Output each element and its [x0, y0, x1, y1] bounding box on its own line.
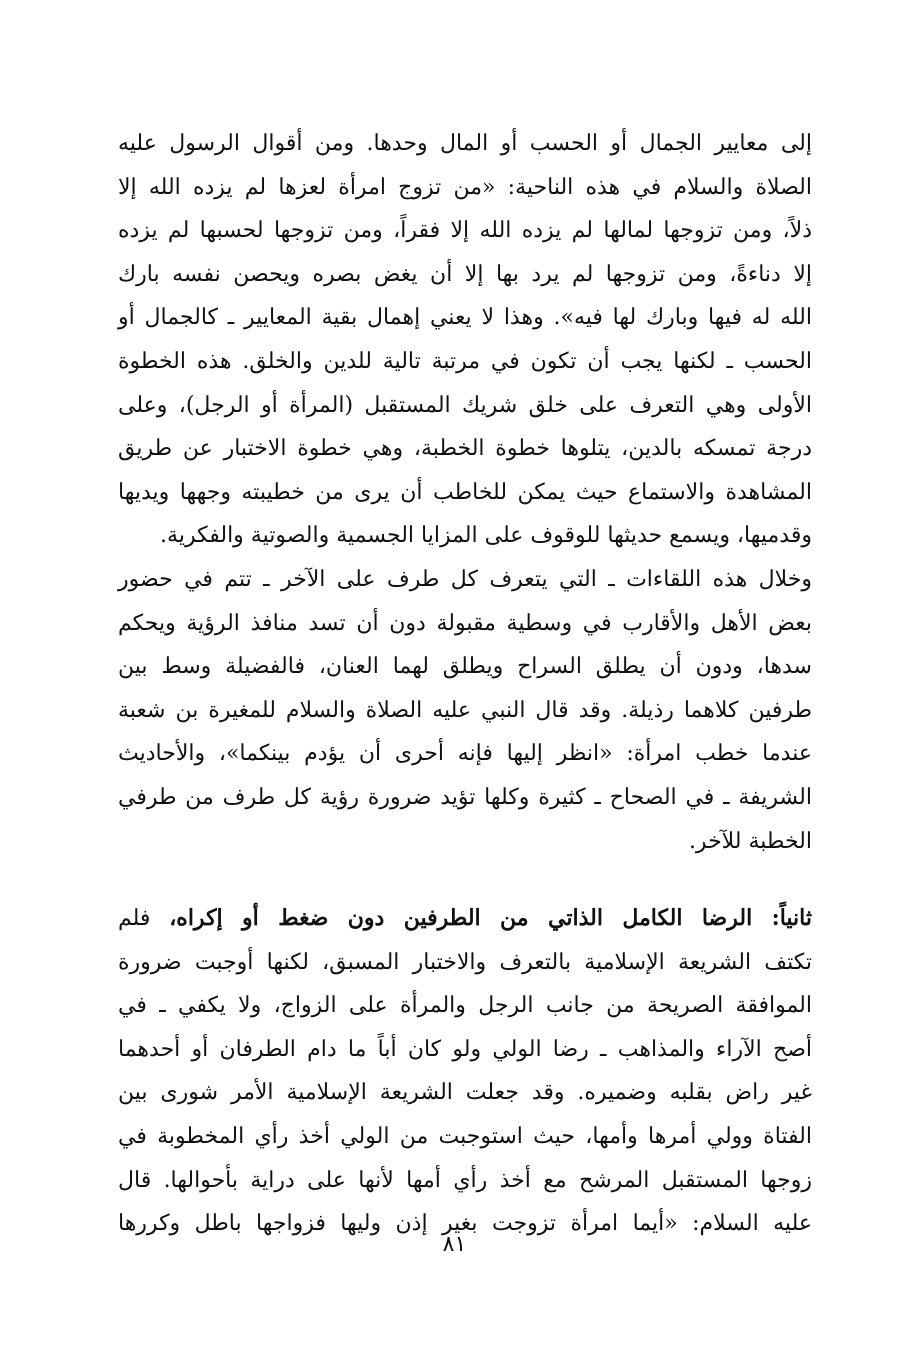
text-line: الموافقة الصريحة من جانب الرجل والمرأة على الزواج، ولا يكفي ـ في [118, 993, 812, 1019]
text-line: غير راض بقلبه وضميره. وقد جعلت الشريعة الإسلامية الأمر شورى بين [118, 1080, 812, 1106]
text-line: وخلال هذه اللقاءات ـ التي يتعرف كل طرف على الآخر ـ تتم في حضور [118, 566, 812, 592]
page-number: ٨١ [442, 1232, 467, 1257]
text-line: المشاهدة والاستماع حيث يمكن للخاطب أن يرى من خطيبته وجهها ويديها [118, 479, 812, 505]
text-line: بعض الأهل والأقارب في وسطية مقبولة دون أن تسد منافذ الرؤية ويحكم [118, 610, 812, 636]
text-line: الفتاة وولي أمرها وأمها، حيث استوجبت من الولي أخذ رأي المخطوبة في [118, 1124, 812, 1150]
text-line: زوجها المستقبل المرشح مع أخذ رأي أمها لأنها على دراية بأحوالها. قال [118, 1167, 812, 1193]
page-body [118, 122, 812, 1246]
text-line: الخطبة للآخر. [688, 828, 812, 854]
text-line: عليه السلام: «أيما امرأة تزوجت بغير إذن وليها فزواجها باطل وكررها [118, 1211, 812, 1237]
text-line: إلا دناءةً، ومن تزوجها لم يرد بها إلا أن يغض بصره ويحصن نفسه بارك [118, 261, 812, 287]
text-line: الله له فيها وبارك لها فيه». وهذا لا يعني إهمال بقية المعايير ـ كالجمال أو [118, 305, 812, 331]
text-line: ذلاً، ومن تزوجها لمالها لم يزده الله إلا فقراً، ومن تزوجها لحسبها لم يزده [118, 218, 812, 244]
text-line: إلى معايير الجمال أو الحسب أو المال وحدها. ومن أقوال الرسول عليه [118, 131, 812, 156]
text-line: تكتف الشريعة الإسلامية بالتعرف والاختبار المسبق، لكنها أوجبت ضرورة [118, 949, 812, 975]
text-line [118, 897, 812, 941]
text-line: الصلاة والسلام في هذه الناحية: «من تزوج امرأة لعزها لم يزده الله إلا [118, 174, 812, 200]
text-line: سدها، ودون أن يطلق السراح ويطلق لهما العنان، فالفضيلة وسط بين [118, 654, 812, 680]
text-line: درجة تمسكه بالدين، يتلوها خطوة الخطبة، وهي خطوة الاختبار عن طريق [118, 436, 812, 462]
section-heading: ثانياً: الرضا الكامل الذاتي من الطرفين دون ضغط أو إكراه، [169, 905, 813, 932]
text-line: عندما خطب امرأة: «انظر إليها فإنه أحرى أن يؤدم بينكما»، والأحاديث [118, 741, 812, 767]
heading-line-rest: فلم [118, 906, 170, 932]
text-line: الحسب ـ لكنها يجب أن تكون في مرتبة تالية للدين والخلق. هذه الخطوة [118, 348, 812, 374]
text-line: الأولى وهي التعرف على خلق شريك المستقبل (المرأة أو الرجل)، وعلى [118, 392, 812, 418]
text-line: طرفين كلاهما رذيلة. وقد قال النبي عليه الصلاة والسلام للمغيرة بن شعبة [118, 697, 812, 723]
text-line: الشريفة ـ في الصحاح ـ كثيرة وكلها تؤيد ضرورة رؤية كل طرف من طرفي [118, 784, 812, 810]
paragraph-2 [118, 897, 812, 1246]
text-line: أصح الآراء والمذاهب ـ رضا الولي ولو كان أباً ما دام الطرفان أو أحدهما [118, 1036, 812, 1062]
paragraph-1 [118, 122, 812, 863]
text-line: وقدميها، ويسمع حديثها للوقوف على المزايا الجسمية والصوتية والفكرية. [160, 523, 812, 549]
